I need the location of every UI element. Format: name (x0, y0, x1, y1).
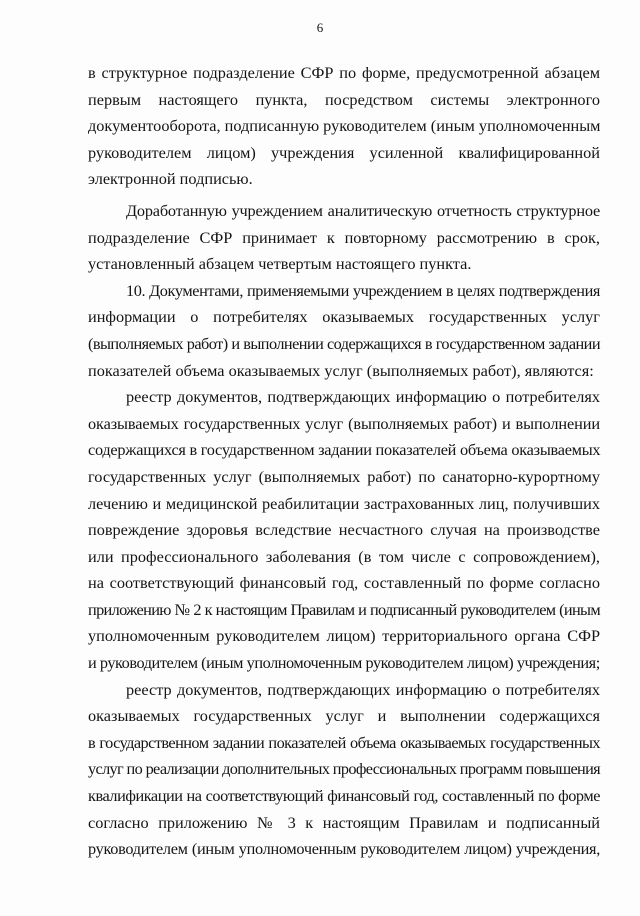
paragraph-registry-2 (88, 677, 600, 863)
text-line: повреждение здоровья вследствие несчастного случая на производстве (88, 520, 600, 540)
text-line: Доработанную учреждением аналитическую отчетность структурное (126, 200, 600, 220)
text-line: документооборота, подписанную руководителем (иным уполномоченным (88, 116, 601, 136)
text-line: услуг по реализации дополнительных профессиональных программ повышения (88, 759, 600, 779)
text-line: приложению № 2 к настоящим Правилам и подписанный руководителем (иным (88, 599, 600, 619)
text-line: реестр документов, подтверждающих информацию о потребителях (126, 679, 600, 699)
paragraph-reworked-reporting (88, 198, 600, 278)
paragraph-continuation (88, 60, 600, 193)
paragraph-item-10 (88, 278, 600, 384)
text-line: оказываемых государственных услуг и выполнении содержащихся (88, 706, 600, 726)
text-line: в структурное подразделение СФР по форме, предусмотренной абзацем (88, 63, 600, 82)
text-line: 10. Документами, применяемыми учреждением в целях подтверждения (126, 280, 600, 300)
text-line: подразделение СФР принимает к повторному рассмотрению в срок, (88, 227, 600, 247)
text-line: реестр документов, подтверждающих информацию о потребителях (126, 387, 600, 407)
text-line: руководителем (иным уполномоченным руководителем лицом) учреждения, (88, 839, 600, 859)
text-line: согласно приложению № 3 к настоящим Правилам и подписанный (88, 812, 600, 832)
document-body (88, 60, 600, 863)
text-line: уполномоченным руководителем лицом) территориального органа СФР (88, 626, 600, 646)
text-line: лечению и медицинской реабилитации застрахованных лиц, получивших (88, 493, 600, 513)
page-number: 6 (316, 20, 324, 35)
text-line: (выполняемых работ) и выполнении содержащихся в государственном задании (88, 333, 600, 353)
text-line: руководителем лицом) учреждения усиленной квалифицированной (88, 142, 600, 162)
paragraph-registry-1 (88, 384, 600, 677)
text-line: государственных услуг (выполняемых работ) по санаторно-курортному (88, 466, 600, 486)
text-line: первым настоящего пункта, посредством системы электронного (88, 89, 600, 109)
text-line: установленный абзацем четвертым настоящего пункта. (88, 254, 472, 274)
text-line: квалификации на соответствующий финансовый год, составленный по форме (88, 786, 600, 806)
text-line: на соответствующий финансовый год, составленный по форме согласно (88, 573, 600, 593)
text-line: содержащихся в государственном задании показателей объема оказываемых (88, 440, 601, 460)
text-line: электронной подписью. (88, 169, 253, 189)
text-line: в государственном задании показателей объема оказываемых государственных (88, 732, 600, 752)
text-line: и руководителем (иным уполномоченным руководителем лицом) учреждения; (88, 653, 600, 673)
text-line: или профессионального заболевания (в том числе с сопровождением), (88, 546, 600, 566)
text-line: информации о потребителях оказываемых государственных услуг (88, 307, 600, 327)
text-line: оказываемых государственных услуг (выполняемых работ) и выполнении (88, 413, 600, 433)
text-line: показателей объема оказываемых услуг (выполняемых работ), являются: (88, 360, 594, 380)
